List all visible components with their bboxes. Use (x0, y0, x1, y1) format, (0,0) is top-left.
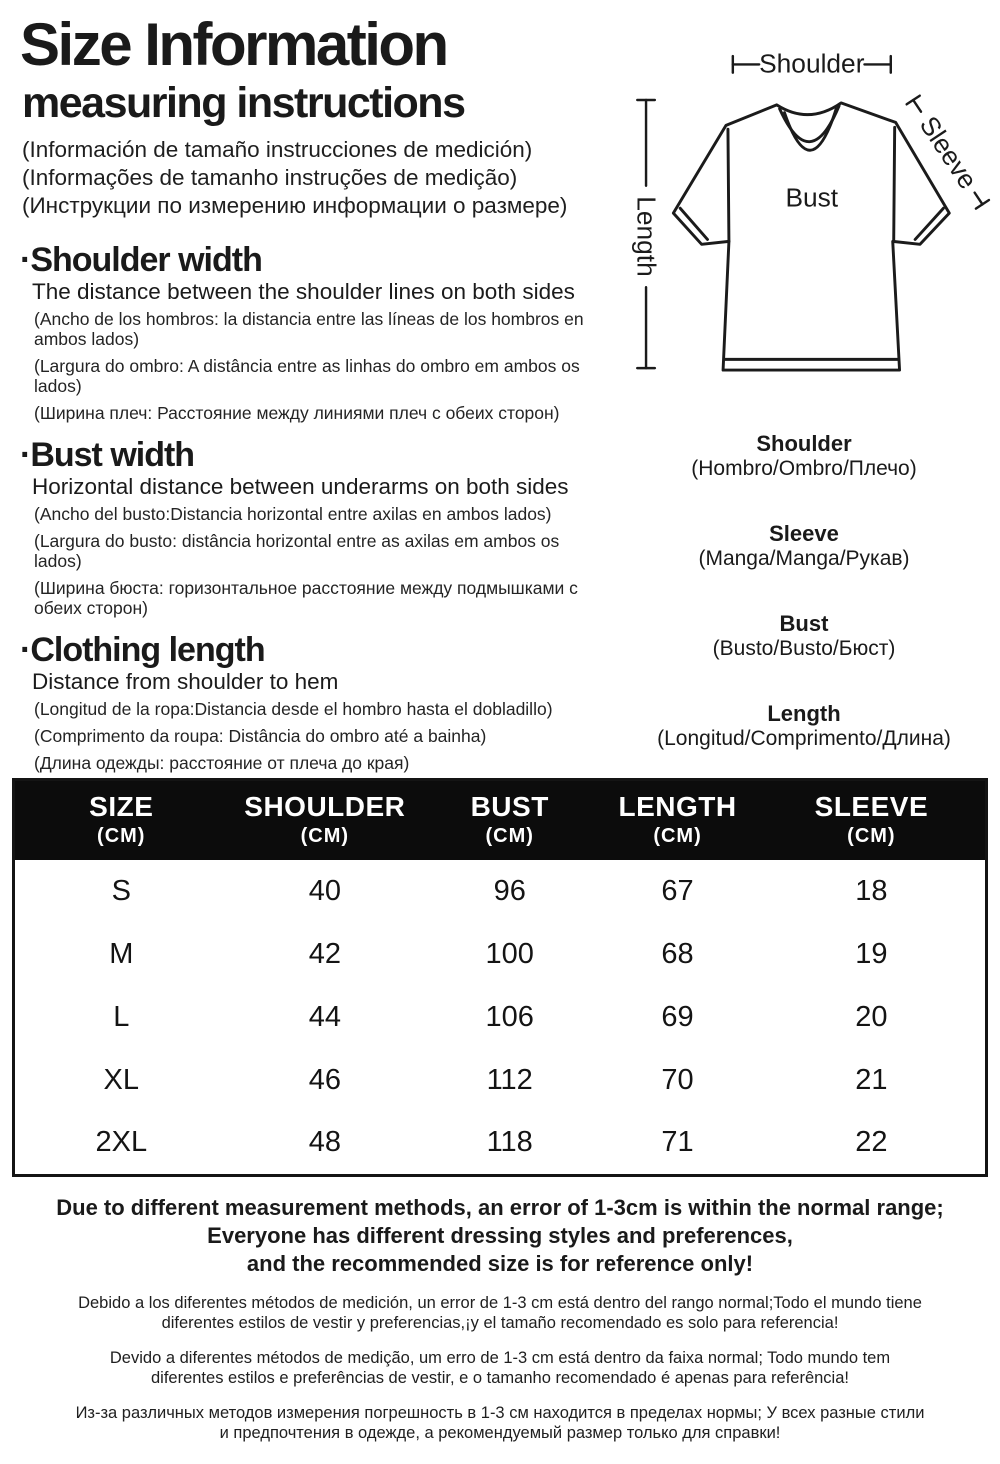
disclaimer-en-line: Everyone has different dressing styles and preferences, (207, 1222, 793, 1248)
cell-shoulder: 44 (308, 1001, 341, 1033)
disclaimer-es-line: diferentes estilos de vestir y preferencias,¡y el tamaño recomendado es solo para referencia! (161, 1313, 839, 1332)
col-header-shoulder: SHOULDER (CM) (244, 791, 406, 847)
table-row-s (14, 860, 987, 923)
disclaimer-english (0, 1194, 1000, 1278)
section-heading: ·Shoulder width (20, 241, 262, 280)
col-header-bust: BUST (CM) (470, 791, 549, 847)
right-sleeve-seam (894, 127, 895, 241)
cell-length: 67 (661, 875, 694, 907)
section-translation-es: (Ancho del busto:Distancia horizontal entre axilas en ambos lados) (34, 504, 552, 525)
cell-sleeve: 21 (855, 1064, 888, 1096)
cell-bust: 100 (485, 938, 534, 970)
cell-sleeve: 22 (855, 1126, 888, 1159)
section-translation-es: (Longitud de la ropa:Distancia desde el hombro hasta el dobladillo) (34, 699, 553, 720)
cell-size: L (113, 1001, 130, 1033)
size-table-header (14, 780, 987, 861)
section-bust-width (20, 437, 608, 618)
legend-term: Sleeve (769, 521, 839, 546)
col-header-sleeve: SLEEVE (CM) (814, 791, 929, 847)
legend-term: Length (767, 701, 841, 726)
cell-sleeve: 20 (855, 1001, 888, 1033)
diagram-shoulder-label: Shoulder (759, 48, 865, 79)
legend-term: Bust (779, 611, 829, 636)
disclaimer-russian (0, 1403, 1000, 1443)
legend-item-length (608, 701, 1000, 751)
legend-translation: (Hombro/Ombro/Плечо) (691, 457, 917, 480)
cell-length: 68 (661, 938, 694, 970)
diagram-length-label: Length (631, 196, 662, 277)
section-shoulder-width (20, 242, 608, 423)
section-description: Horizontal distance between underarms on both sides (32, 474, 569, 500)
disclaimer-es-line: Debido a los diferentes métodos de medición, un error de 1-3 cm está dentro del rango normal;Todo el mundo tiene (78, 1293, 922, 1312)
section-description: The distance between the shoulder lines on both sides (32, 279, 575, 305)
tshirt-outline (673, 103, 949, 370)
cell-size: 2XL (95, 1126, 148, 1159)
table-row-xl (14, 1049, 987, 1112)
cell-shoulder: 42 (308, 938, 341, 970)
page-subtitle: measuring instructions (22, 79, 465, 128)
cell-shoulder: 46 (308, 1064, 341, 1096)
disclaimer-spanish (0, 1293, 1000, 1333)
legend-item-bust (608, 611, 1000, 661)
cell-sleeve: 19 (855, 938, 888, 970)
legend-translation: (Busto/Busto/Бюст) (712, 637, 896, 660)
cell-size: M (109, 938, 134, 970)
left-sleeve-seam (728, 129, 729, 241)
col-header-size: SIZE (CM) (89, 791, 154, 847)
section-heading: ·Clothing length (20, 631, 265, 670)
cell-length: 71 (661, 1126, 694, 1159)
cell-size: XL (103, 1064, 140, 1096)
disclaimer-en-line: Due to different measurement methods, an error of 1-3cm is within the normal range; (56, 1194, 944, 1220)
cell-size: S (111, 875, 131, 907)
col-header-length: LENGTH (CM) (618, 791, 737, 847)
cell-bust: 106 (485, 1001, 534, 1033)
tshirt-measurement-diagram (609, 22, 999, 412)
legend-translation: (Longitud/Comprimento/Длина) (657, 727, 951, 750)
instructions-column (0, 0, 608, 778)
section-translation-pt: (Comprimento da roupa: Distância do ombro até a bainha) (34, 726, 487, 747)
size-table (12, 778, 988, 1177)
cell-shoulder: 48 (308, 1126, 341, 1159)
cell-length: 70 (661, 1064, 694, 1096)
cell-bust: 118 (486, 1126, 533, 1159)
section-translation-pt: (Largura do ombro: A distância entre as linhas do ombro em ambos os lados) (34, 356, 580, 397)
legend-item-sleeve (608, 521, 1000, 571)
section-translations (34, 504, 590, 618)
title-translation-ru: (Инструкции по измерению информации о размере) (22, 193, 568, 219)
diagram-sleeve-label: Sleeve (913, 110, 984, 195)
section-translations (34, 699, 590, 773)
legend-item-shoulder (608, 431, 1000, 481)
section-clothing-length (20, 632, 608, 773)
cell-shoulder: 40 (308, 875, 341, 907)
table-row-2xl (14, 1112, 987, 1175)
disclaimer-portuguese (0, 1348, 1000, 1388)
section-translations (34, 309, 590, 423)
title-translations (22, 136, 608, 220)
diagram-column (608, 0, 1000, 778)
section-translation-es: (Ancho de los hombros: la distancia entre las líneas de los hombros en ambos lados) (34, 309, 584, 350)
disclaimer-ru-line: и предпочтения в одежде, а рекомендуемый размер только для справки! (219, 1423, 781, 1442)
disclaimer-en-line: and the recommended size is for reference only! (246, 1250, 754, 1276)
section-description: Distance from shoulder to hem (32, 669, 339, 695)
title-translation-es: (Información de tamaño instrucciones de medición) (22, 137, 533, 163)
section-translation-ru: (Ширина бюста: горизонтальное расстояние между подмышками с обеих сторон) (34, 578, 578, 619)
section-translation-ru: (Длина одежды: расстояние от плеча до края) (34, 753, 410, 774)
cell-bust: 96 (493, 875, 526, 907)
cell-sleeve: 18 (855, 875, 888, 907)
cell-bust: 112 (486, 1064, 533, 1096)
legend-translation: (Manga/Manga/Рукав) (698, 547, 910, 570)
diagram-bust-label: Bust (785, 182, 839, 213)
table-row-l (14, 986, 987, 1049)
disclaimer-pt-line: Devido a diferentes métodos de medição, um erro de 1-3 cm está dentro da faixa normal; Todo mundo tem (109, 1348, 891, 1367)
measurement-legend (608, 431, 1000, 751)
section-translation-pt: (Largura do busto: distância horizontal entre as axilas em ambos os lados) (34, 531, 560, 572)
page-title: Size Information (20, 11, 447, 78)
measurement-sections (20, 242, 608, 773)
cell-length: 69 (661, 1001, 694, 1033)
table-row-m (14, 923, 987, 986)
disclaimer-pt-line: diferentes estilos e preferências de vestir, e o tamanho recomendado é apenas para referência! (150, 1368, 849, 1387)
section-heading: ·Bust width (20, 436, 195, 475)
title-translation-pt: (Informações de tamanho instruções de medição) (22, 165, 518, 191)
section-translation-ru: (Ширина плеч: Расстояние между линиями плеч с обеих сторон) (34, 403, 560, 424)
legend-term: Shoulder (756, 431, 852, 456)
disclaimer-ru-line: Из-за различных методов измерения погрешность в 1-3 см находится в пределах нормы; У всех разные стили (75, 1403, 925, 1422)
